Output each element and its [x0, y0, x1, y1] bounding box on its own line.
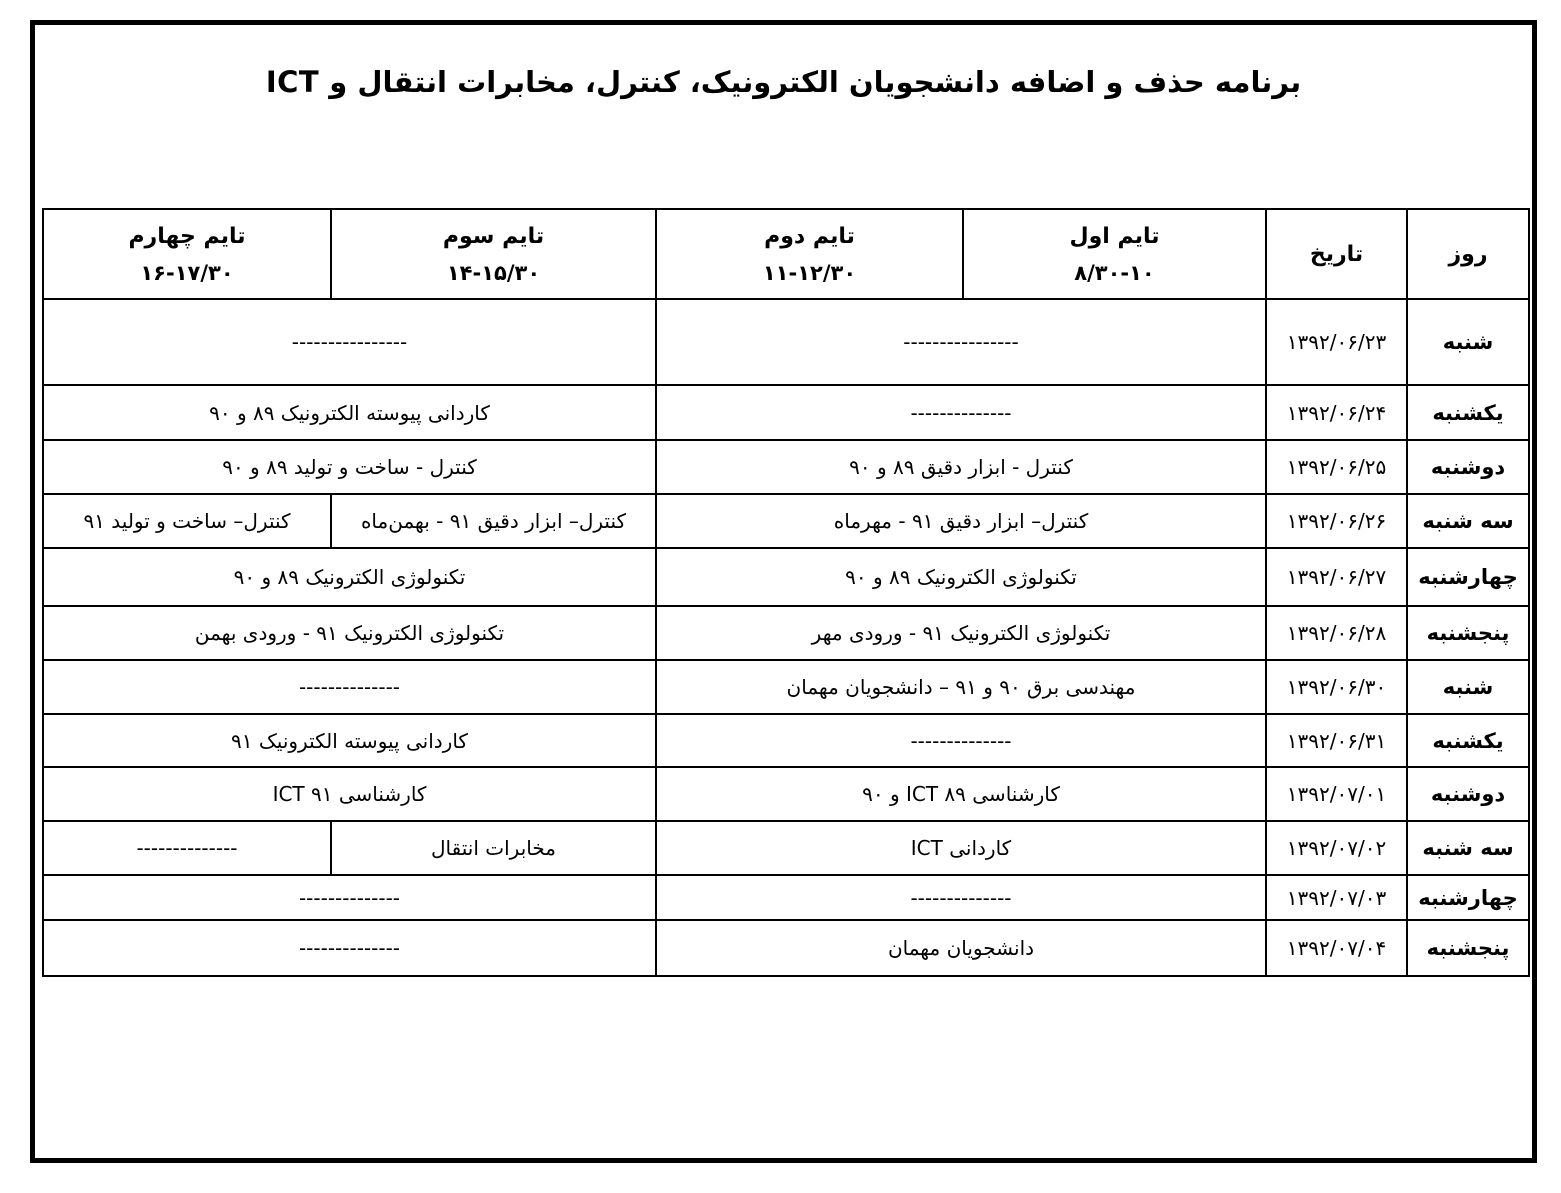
column-header-time-2 — [656, 209, 963, 299]
schedule-row — [43, 606, 1529, 660]
slot-cell: -------------- — [43, 821, 331, 875]
day-cell: شنبه — [1407, 299, 1529, 385]
slot-cell: تکنولوژی الکترونیک ۹۱ - ورودی مهر — [656, 606, 1266, 660]
schedule-row — [43, 494, 1529, 548]
slot-cell: -------------- — [43, 875, 656, 920]
date-cell: ۱۳۹۲/۰۷/۰۳ — [1266, 875, 1407, 920]
column-header-date — [1266, 209, 1407, 299]
slot-cell: کنترل– ابزار دقیق ۹۱ - بهمن‌ماه — [331, 494, 656, 548]
slot-cell: تکنولوژی الکترونیک ۸۹ و ۹۰ — [43, 548, 656, 606]
column-header-time-range: ۱۶-۱۷/۳۰ — [140, 260, 234, 285]
schedule-row — [43, 548, 1529, 606]
date-cell: ۱۳۹۲/۰۷/۰۲ — [1266, 821, 1407, 875]
slot-cell: مخابرات انتقال — [331, 821, 656, 875]
column-header-label: تایم دوم — [764, 223, 855, 249]
schedule-row — [43, 299, 1529, 385]
date-cell: ۱۳۹۲/۰۶/۲۷ — [1266, 548, 1407, 606]
schedule-row — [43, 875, 1529, 920]
slot-cell: مهندسی برق ۹۰ و ۹۱ – دانشجویان مهمان — [656, 660, 1266, 714]
slot-cell: -------------- — [43, 660, 656, 714]
slot-cell: کنترل– ساخت و تولید ۹۱ — [43, 494, 331, 548]
slot-cell: -------------- — [656, 875, 1266, 920]
day-cell: یکشنبه — [1407, 714, 1529, 767]
date-cell: ۱۳۹۲/۰۷/۰۴ — [1266, 920, 1407, 976]
column-header-time-range: ۸/۳۰-۱۰ — [1074, 260, 1155, 285]
day-cell: دوشنبه — [1407, 440, 1529, 494]
date-cell: ۱۳۹۲/۰۶/۲۵ — [1266, 440, 1407, 494]
page-border — [30, 20, 1537, 1163]
slot-cell: کنترل - ابزار دقیق ۸۹ و ۹۰ — [656, 440, 1266, 494]
date-cell: ۱۳۹۲/۰۶/۳۱ — [1266, 714, 1407, 767]
day-cell: سه شنبه — [1407, 821, 1529, 875]
slot-cell: ---------------- — [43, 299, 656, 385]
slot-cell: ---------------- — [656, 299, 1266, 385]
column-header-label: تایم چهارم — [128, 223, 246, 249]
slot-cell: تکنولوژی الکترونیک ۹۱ - ورودی بهمن — [43, 606, 656, 660]
day-cell: چهارشنبه — [1407, 548, 1529, 606]
header-row — [43, 209, 1529, 299]
slot-cell: کنترل– ابزار دقیق ۹۱ - مهرماه — [656, 494, 1266, 548]
day-cell: پنجشنبه — [1407, 606, 1529, 660]
column-header-day — [1407, 209, 1529, 299]
slot-cell: -------------- — [43, 920, 656, 976]
day-cell: چهارشنبه — [1407, 875, 1529, 920]
column-header-time-1 — [963, 209, 1266, 299]
date-cell: ۱۳۹۲/۰۶/۲۶ — [1266, 494, 1407, 548]
slot-cell: کنترل - ساخت و تولید ۸۹ و ۹۰ — [43, 440, 656, 494]
slot-cell: کارشناسی ICT ۹۱ — [43, 767, 656, 821]
slot-cell: کاردانی ICT — [656, 821, 1266, 875]
schedule-row — [43, 385, 1529, 440]
slot-cell: کاردانی پیوسته الکترونیک ۹۱ — [43, 714, 656, 767]
date-cell: ۱۳۹۲/۰۶/۳۰ — [1266, 660, 1407, 714]
day-cell: دوشنبه — [1407, 767, 1529, 821]
schedule-row — [43, 660, 1529, 714]
schedule-row — [43, 440, 1529, 494]
column-header-label: تایم اول — [1069, 223, 1160, 249]
day-cell: یکشنبه — [1407, 385, 1529, 440]
page-title: برنامه حذف و اضافه دانشجویان الکترونیک، کنترل، مخابرات انتقال و ICT — [265, 65, 1302, 99]
schedule-row — [43, 714, 1529, 767]
column-header-time-range: ۱۱-۱۲/۳۰ — [762, 260, 857, 285]
slot-cell: -------------- — [656, 714, 1266, 767]
slot-cell: کاردانی پیوسته الکترونیک ۸۹ و ۹۰ — [43, 385, 656, 440]
schedule-row — [43, 920, 1529, 976]
date-cell: ۱۳۹۲/۰۶/۲۴ — [1266, 385, 1407, 440]
column-header-label: روز — [1448, 241, 1488, 267]
slot-cell: کارشناسی ICT ۸۹ و ۹۰ — [656, 767, 1266, 821]
date-cell: ۱۳۹۲/۰۷/۰۱ — [1266, 767, 1407, 821]
date-cell: ۱۳۹۲/۰۶/۲۸ — [1266, 606, 1407, 660]
date-cell: ۱۳۹۲/۰۶/۲۳ — [1266, 299, 1407, 385]
schedule-row — [43, 767, 1529, 821]
column-header-time-range: ۱۴-۱۵/۳۰ — [446, 260, 541, 285]
column-header-time-4 — [43, 209, 331, 299]
day-cell: شنبه — [1407, 660, 1529, 714]
slot-cell: -------------- — [656, 385, 1266, 440]
day-cell: پنجشنبه — [1407, 920, 1529, 976]
day-cell: سه شنبه — [1407, 494, 1529, 548]
column-header-label: تایم سوم — [442, 223, 545, 249]
column-header-time-3 — [331, 209, 656, 299]
slot-cell: دانشجویان مهمان — [656, 920, 1266, 976]
schedule-row — [43, 821, 1529, 875]
slot-cell: تکنولوژی الکترونیک ۸۹ و ۹۰ — [656, 548, 1266, 606]
schedule-table — [42, 208, 1530, 977]
column-header-label: تاریخ — [1309, 241, 1364, 267]
